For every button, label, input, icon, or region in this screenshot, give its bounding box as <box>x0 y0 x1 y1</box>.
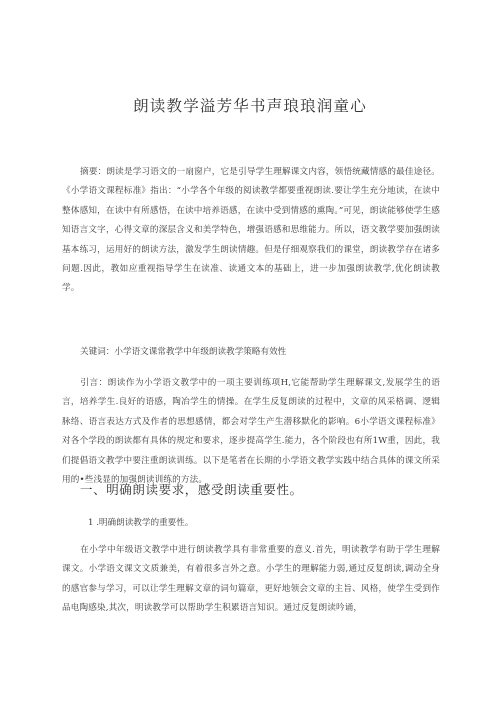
document-title: 朗读教学溢芳华书声琅琅润童心 <box>133 97 367 115</box>
intro-paragraph <box>62 374 440 490</box>
intro-text: 引言：朗读作为小学语文教学中的一项主要训练项H,它能帮助学生理解课文,发展学生的语言，培养学生.良好的语感，陶冶学生的情操。在学生反复朗读的过程中，文章的风采格调、逻辑脉络、语言表达方式及作者的思想感情，都会对学生产生潜移默化的影响。6小学语文课程标准》对各个学段的朗读都有具体的规定和要求，逐步提高学生.能力，各个阶段也有所1W重，因此，我们提倡语文教学中要注重朗读训练。以下是笔者在长期的小学语文教学实践中结合具体的课文所采用的•些浅显的加强朗读训练的方法。 <box>62 378 440 486</box>
section-heading: 一、明确朗读要求，感受朗读重要性。 <box>80 482 303 497</box>
abstract-paragraph <box>62 163 440 299</box>
keywords-line: 关键词：小学语文课常教学中年级朗读教学策略有效性 <box>80 347 287 357</box>
body-paragraph <box>62 541 440 619</box>
abstract-text: 摘要：朗读是学习语文的一扇窗户，它是引导学生理解课文内容，领悟统藏情感的最佳途径。《小学语文课程标准》指出：“小学各个年级的阅读教学都要重视朗读.要让学生充分地读，在读中整体感知，在读中有所感悟，在读中培养语感，在读中受到情感的熏陶。”可见，朗读能够使学生感知语言文字，心得文章的深层含义和美学特色，增强语感和思维能力。所以，语文教学要加强朗读基本练习，运用好的朗读方法，激发学生朗读情趣。但是仔细观察我们的课堂，朗读教学存在诸多问题.因此，教如应重视指导学生在读准、读通文本的基础上，进一步加强朗读教学,优化朗读教学。 <box>62 167 440 294</box>
subsection-heading: 1 .明确朗读教学的重要性。 <box>88 518 194 528</box>
body-text: 在小学中年级语文教学中进行朗读教学具有非常重要的意义.首先，明读教学有助于学生理解课文。小学语文课文文质兼美，有着很多言外之意。小学生的理解能力弱,通过反复朗读,调动全身的感官参与学习，可以让学生理解文章的词句篇章，更好地领会文章的主旨、风格，使学生受到作品电陶感染,其次，明读教学可以帮助学生积累语言知识。通过反复朗读吟诵， <box>62 545 440 614</box>
